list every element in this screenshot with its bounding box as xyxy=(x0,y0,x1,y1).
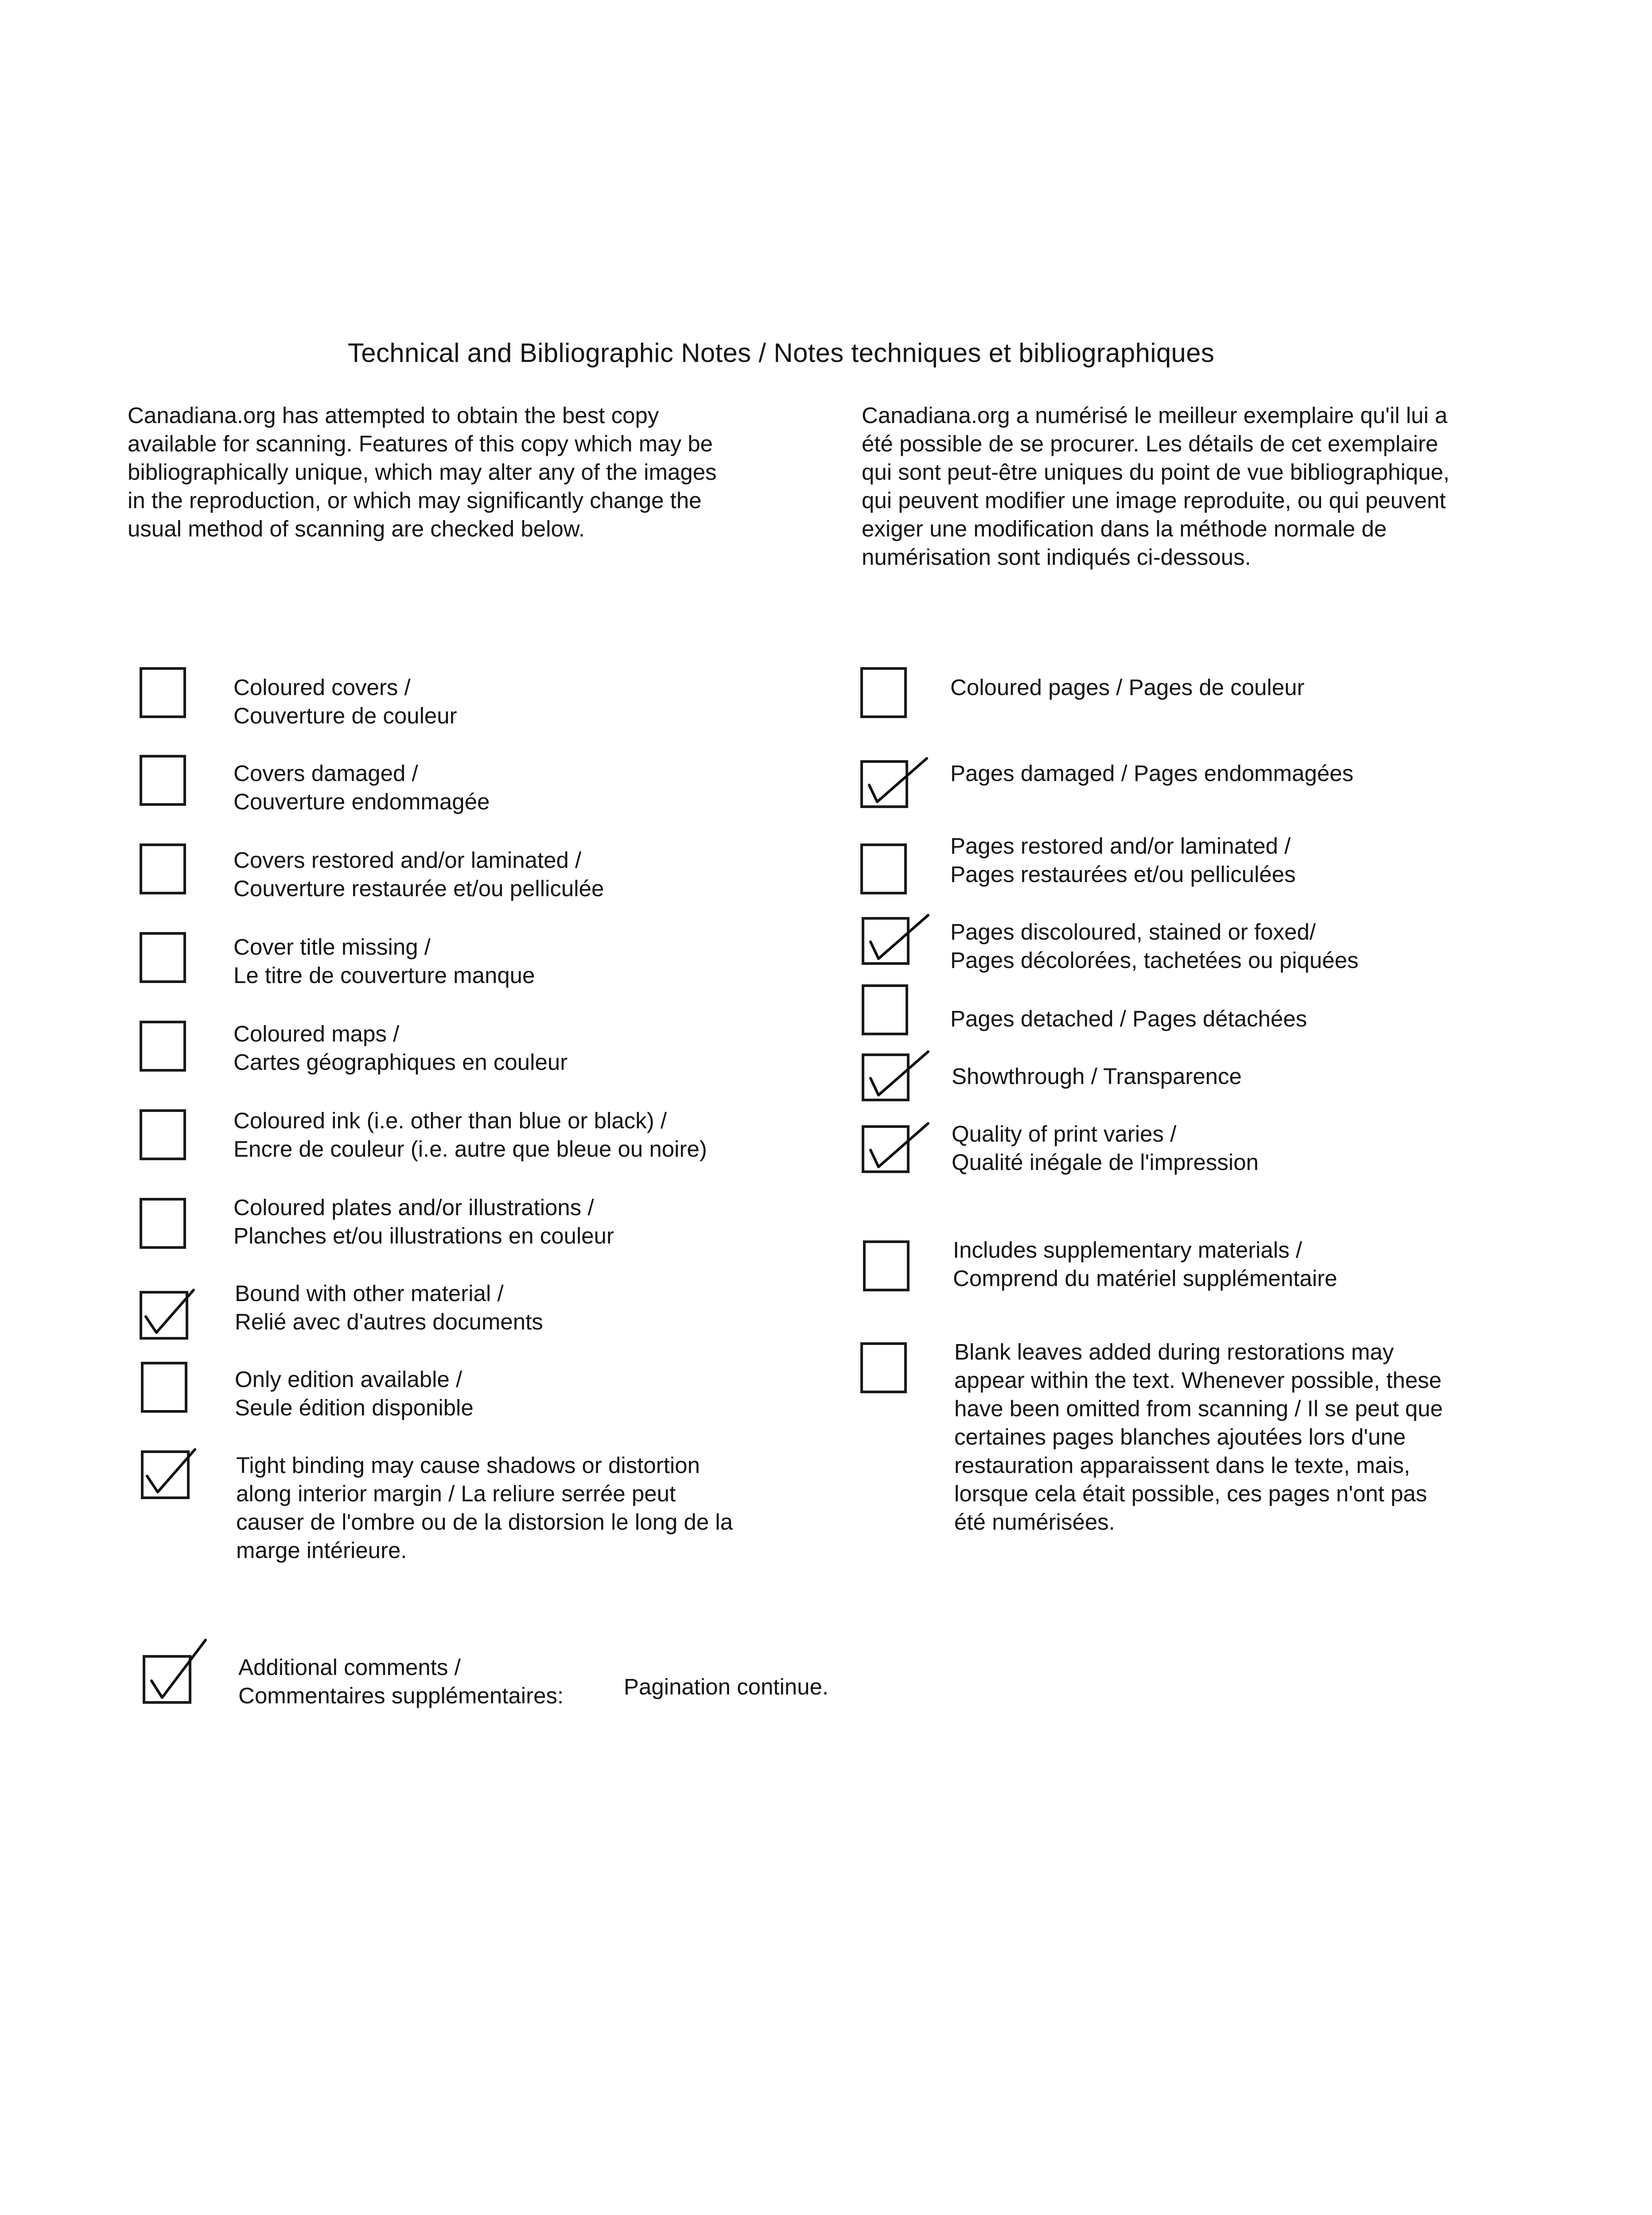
label-line: Coloured maps / xyxy=(233,1021,400,1046)
checklist-label xyxy=(950,918,1359,975)
checkmark-icon xyxy=(862,910,933,968)
checkmark-icon xyxy=(141,1444,198,1502)
intro-english-line: Canadiana.org has attempted to obtain the best copy xyxy=(128,403,659,428)
label-line: Coloured ink (i.e. other than blue or black) / xyxy=(233,1108,667,1133)
intro-french-line: numérisation sont indiqués ci-dessous. xyxy=(862,544,1251,570)
label-line: Tight binding may cause shadows or distortion xyxy=(236,1453,700,1478)
label-line: marge intérieure. xyxy=(236,1538,407,1563)
checkbox[interactable] xyxy=(141,1362,187,1413)
label-line: Coloured pages / Pages de couleur xyxy=(950,675,1305,700)
label-line: Pages discoloured, stained or foxed/ xyxy=(950,919,1316,944)
intro-english-line: usual method of scanning are checked below. xyxy=(128,516,585,541)
intro-french-line: Canadiana.org a numérisé le meilleur exemplaire qu'il lui a xyxy=(862,403,1448,428)
checkbox[interactable] xyxy=(140,667,186,718)
label-line: restauration apparaissent dans le texte, mais, xyxy=(954,1453,1411,1478)
intro-english xyxy=(128,401,717,543)
checklist-label xyxy=(950,1005,1307,1033)
label-line: Qualité inégale de l'impression xyxy=(952,1150,1259,1175)
additional-comments-label xyxy=(238,1653,564,1710)
intro-french-line: qui sont peut-être uniques du point de vue bibliographique, xyxy=(862,459,1450,485)
intro-french-line: qui peuvent modifier une image reproduite, ou qui peuvent xyxy=(862,488,1446,513)
label-line: Coloured plates and/or illustrations / xyxy=(233,1195,594,1220)
intro-french xyxy=(862,401,1450,571)
checkmark-icon xyxy=(860,753,931,811)
checklist-label xyxy=(236,1451,733,1565)
label-line: appear within the text. Whenever possible, these xyxy=(954,1368,1442,1393)
label-line: Bound with other material / xyxy=(235,1281,504,1306)
checklist-label xyxy=(954,1338,1443,1536)
label-line: causer de l'ombre ou de la distorsion le long de la xyxy=(236,1509,733,1535)
checkbox[interactable] xyxy=(863,1240,910,1291)
label-line: Quality of print varies / xyxy=(952,1121,1177,1146)
checklist-label xyxy=(950,673,1305,702)
checkbox[interactable] xyxy=(860,843,907,894)
additional-comment-text: Pagination continue. xyxy=(624,1674,829,1699)
checklist-label xyxy=(952,1062,1242,1091)
checkbox[interactable] xyxy=(140,1109,186,1160)
checklist-label xyxy=(235,1365,474,1422)
label-line: Encre de couleur (i.e. autre que bleue ou noire) xyxy=(233,1136,707,1162)
label-line: along interior margin / La reliure serrée peut xyxy=(236,1481,676,1506)
label-line: Comprend du matériel supplémentaire xyxy=(953,1266,1337,1291)
checklist-label xyxy=(233,1193,614,1250)
label-line: Additional comments / xyxy=(238,1655,461,1680)
checklist-label xyxy=(233,1107,707,1163)
label-line: certaines pages blanches ajoutées lors d'une xyxy=(954,1424,1406,1449)
checkmark-icon xyxy=(143,1635,209,1706)
label-line: Cover title missing / xyxy=(233,934,431,960)
label-line: Le titre de couverture manque xyxy=(233,963,535,988)
page-title: Technical and Bibliographic Notes / Notes techniques et bibliographiques xyxy=(348,338,1215,368)
checkbox[interactable] xyxy=(860,1342,907,1393)
label-line: Couverture de couleur xyxy=(233,703,457,728)
label-line: Covers restored and/or laminated / xyxy=(233,847,582,873)
checkbox[interactable] xyxy=(140,932,186,983)
checklist-label xyxy=(233,759,490,816)
label-line: Relié avec d'autres documents xyxy=(235,1309,543,1334)
intro-french-line: été possible de se procurer. Les détails de cet exemplaire xyxy=(862,431,1438,456)
label-line: Pages restored and/or laminated / xyxy=(950,833,1291,859)
label-line: Coloured covers / xyxy=(233,675,411,700)
checkbox[interactable] xyxy=(862,984,908,1035)
checkmark-icon xyxy=(862,1046,933,1104)
label-line: Seule édition disponible xyxy=(235,1395,474,1420)
label-line: été numérisées. xyxy=(954,1509,1115,1535)
label-line: Includes supplementary materials / xyxy=(953,1237,1302,1263)
label-line: Showthrough / Transparence xyxy=(952,1064,1242,1089)
checklist-label xyxy=(950,759,1353,788)
checkmark-icon xyxy=(862,1118,933,1176)
checklist-label xyxy=(233,673,457,730)
label-line: Couverture restaurée et/ou pelliculée xyxy=(233,876,604,901)
checklist-label xyxy=(952,1120,1259,1177)
checklist-label xyxy=(953,1236,1337,1293)
checkbox[interactable] xyxy=(860,667,907,718)
label-line: have been omitted from scanning / Il se peut que xyxy=(954,1396,1443,1421)
checklist-label xyxy=(233,846,604,903)
checkmark-icon xyxy=(140,1285,197,1342)
label-line: lorsque cela était possible, ces pages n'ont pas xyxy=(954,1481,1427,1506)
checkbox[interactable] xyxy=(140,1198,186,1249)
checkbox[interactable] xyxy=(140,843,186,894)
checklist-label xyxy=(233,933,535,990)
checklist-label xyxy=(235,1279,543,1336)
label-line: Couverture endommagée xyxy=(233,789,490,814)
label-line: Pages restaurées et/ou pelliculées xyxy=(950,862,1296,887)
label-line: Pages décolorées, tachetées ou piquées xyxy=(950,948,1359,973)
checkbox[interactable] xyxy=(140,1021,186,1072)
label-line: Pages detached / Pages détachées xyxy=(950,1006,1307,1031)
checklist-label xyxy=(233,1020,568,1076)
intro-english-line: available for scanning. Features of this copy which may be xyxy=(128,431,713,456)
checkbox[interactable] xyxy=(140,755,186,806)
label-line: Only edition available / xyxy=(235,1367,463,1392)
label-line: Blank leaves added during restorations may xyxy=(954,1339,1394,1364)
intro-french-line: exiger une modification dans la méthode normale de xyxy=(862,516,1387,541)
checklist-label xyxy=(950,832,1296,889)
intro-english-line: in the reproduction, or which may significantly change the xyxy=(128,488,702,513)
intro-english-line: bibliographically unique, which may alter any of the images xyxy=(128,459,717,485)
label-line: Covers damaged / xyxy=(233,761,418,786)
label-line: Planches et/ou illustrations en couleur xyxy=(233,1223,614,1248)
label-line: Commentaires supplémentaires: xyxy=(238,1683,564,1708)
label-line: Cartes géographiques en couleur xyxy=(233,1049,568,1075)
label-line: Pages damaged / Pages endommagées xyxy=(950,761,1354,786)
